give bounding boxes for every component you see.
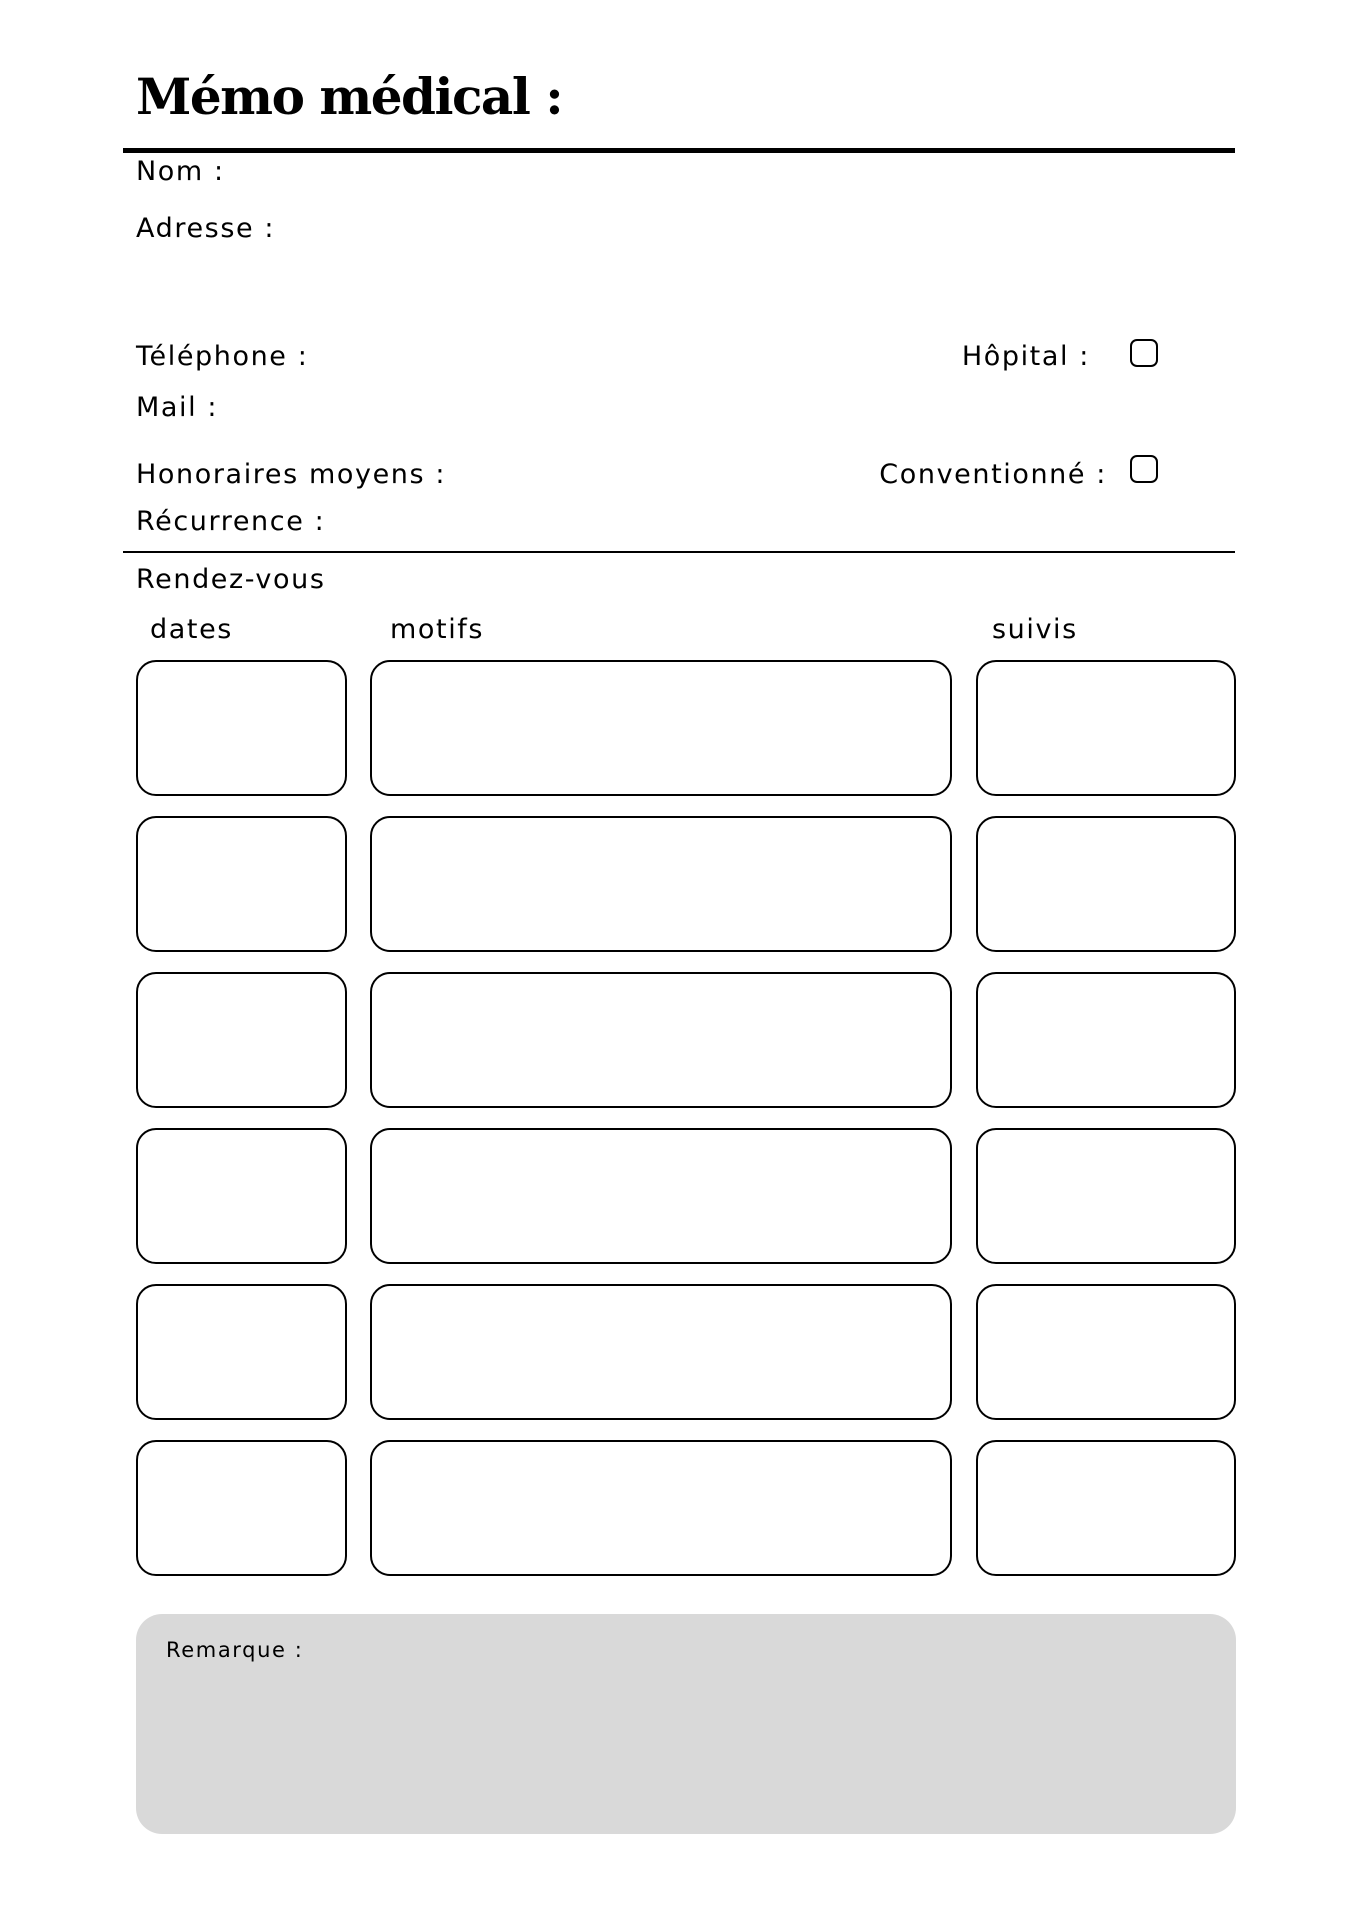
motif-cell[interactable] [370, 1284, 952, 1420]
column-header-suivis: suivis [992, 614, 1078, 645]
date-cell[interactable] [136, 1128, 347, 1264]
date-cell[interactable] [136, 660, 347, 796]
suivi-cell[interactable] [976, 660, 1236, 796]
title-divider [123, 148, 1235, 153]
date-cell[interactable] [136, 1284, 347, 1420]
suivi-cell[interactable] [976, 816, 1236, 952]
adresse-label: Adresse : [136, 213, 276, 244]
conventionne-label: Conventionné : [879, 459, 1107, 490]
honoraires-label: Honoraires moyens : [136, 459, 447, 490]
column-header-dates: dates [150, 614, 233, 645]
date-cell[interactable] [136, 816, 347, 952]
date-cell[interactable] [136, 972, 347, 1108]
motif-cell[interactable] [370, 1440, 952, 1576]
suivi-cell[interactable] [976, 1440, 1236, 1576]
nom-label: Nom : [136, 156, 225, 187]
mail-label: Mail : [136, 392, 219, 423]
recurrence-label: Récurrence : [136, 506, 326, 537]
section-divider [123, 551, 1235, 553]
suivi-cell[interactable] [976, 1128, 1236, 1264]
remarque-label: Remarque : [166, 1638, 304, 1662]
date-cell[interactable] [136, 1440, 347, 1576]
column-header-motifs: motifs [390, 614, 485, 645]
motif-cell[interactable] [370, 1128, 952, 1264]
hopital-checkbox[interactable] [1130, 339, 1158, 367]
rendezvous-heading: Rendez-vous [136, 564, 326, 595]
motif-cell[interactable] [370, 972, 952, 1108]
motif-cell[interactable] [370, 660, 952, 796]
suivi-cell[interactable] [976, 1284, 1236, 1420]
hopital-label: Hôpital : [961, 341, 1090, 372]
page-title: Mémo médical : [136, 67, 563, 126]
conventionne-checkbox[interactable] [1130, 455, 1158, 483]
suivi-cell[interactable] [976, 972, 1236, 1108]
telephone-label: Téléphone : [136, 341, 309, 372]
motif-cell[interactable] [370, 816, 952, 952]
